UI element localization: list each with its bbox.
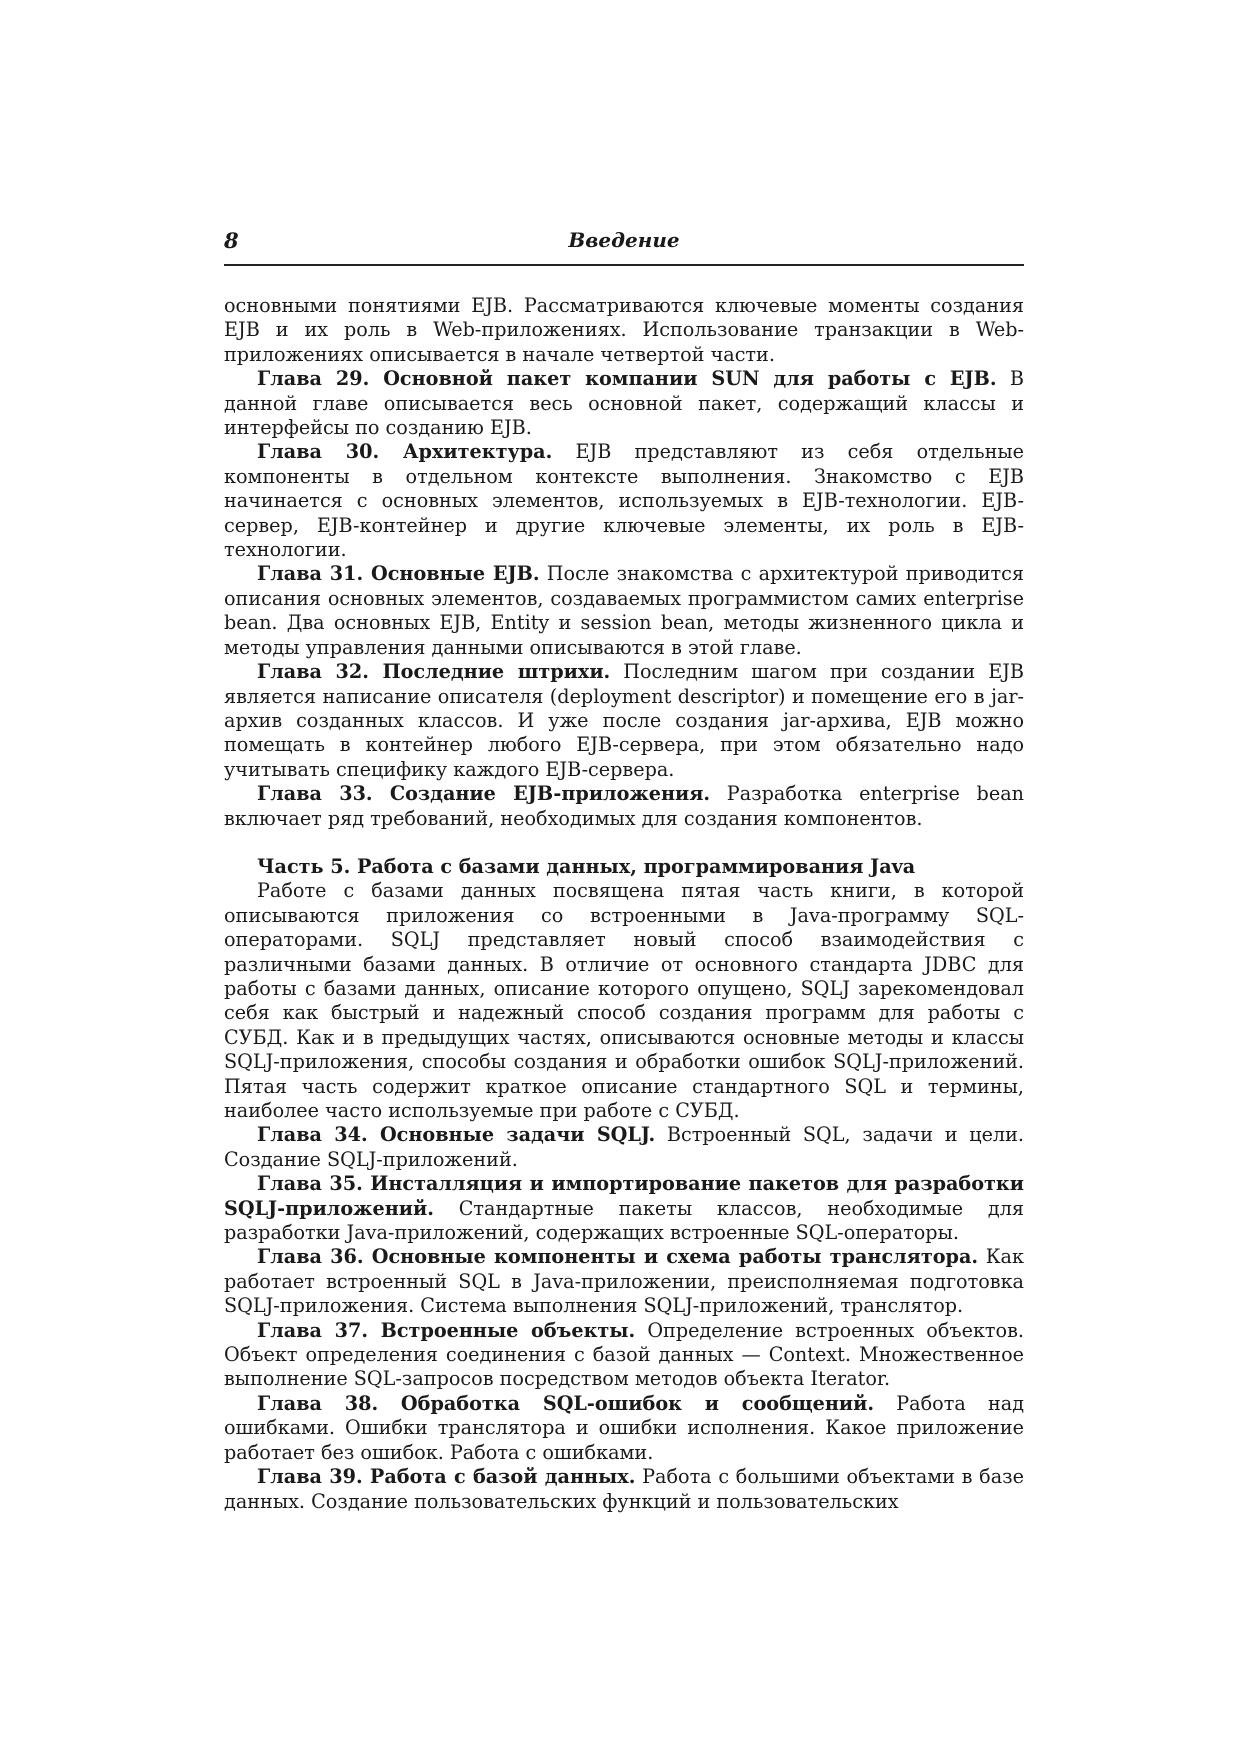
chapter-36-title: Глава 36. Основные компоненты и схема работы транслятора. xyxy=(257,1245,979,1269)
chapter-39-title: Глава 39. Работа с базой данных. xyxy=(257,1465,636,1489)
intro-continuation: основными понятиями EJB. Рассматриваются ключевые моменты создания EJB и их роль в Web-приложениях. Использование транзакции в Web-приложениях описывается в начале четвертой части. xyxy=(224,294,1024,366)
chapter-31-text: После знакомства с архитектурой приводится описания основных элементов, создаваемых программистом самих enterprise bean. Два основных EJB, Entity и session bean, методы жизненного цикла и методы управления данными описываются в этой главе. xyxy=(224,562,1024,659)
chapter-36-text: Как работает встроенный SQL в Java-приложении, преисполняемая подготовка SQLJ-приложения. Система выполнения SQLJ-приложений, транслятор. xyxy=(224,1245,1024,1318)
chapter-33-text: Разработка enterprise bean включает ряд требований, необходимых для создания компонентов. xyxy=(224,782,1024,830)
chapter-37 xyxy=(224,1319,1024,1392)
chapter-38-text: Работа над ошибками. Ошибки транслятора и ошибки исполнения. Какое приложение работает без ошибок. Работа с ошибками. xyxy=(224,1391,1025,1464)
page-number: 8 xyxy=(224,228,239,253)
chapter-38 xyxy=(224,1392,1024,1465)
chapter-36 xyxy=(224,1245,1024,1318)
chapter-37-text: Определение встроенных объектов. Объект определения соединения с базой данных — Context. Множественное выполнение SQL-запросов посредством методов объекта Iterator. xyxy=(224,1318,1024,1391)
chapter-32-text: Последним шагом при создании EJB является написание описателя (deployment descriptor) и помещение его в jar-архив созданных классов. И уже после создания jar-архива, EJB можно помещать в контейнер любого EJB-сервера, при этом обязательно надо учитывать специфику каждого EJB-сервера. xyxy=(224,660,1025,781)
chapter-31-title: Глава 31. Основные EJB. xyxy=(257,562,540,586)
chapter-30-text: EJB представляют из себя отдельные компоненты в отдельном контексте выполнения. Знакомство с EJB начинается с основных элементов, используемых в EJB-технологии. EJB-сервер, EJB-контейнер и другие ключевые элементы, их роль в EJB-технологии. xyxy=(224,440,1024,562)
running-title: Введение xyxy=(568,228,680,252)
chapter-37-title: Глава 37. Встроенные объекты. xyxy=(257,1318,636,1342)
chapter-38-title: Глава 38. Обработка SQL-ошибок и сообщений. xyxy=(257,1391,875,1415)
chapter-39 xyxy=(224,1465,1024,1514)
chapter-35 xyxy=(224,1172,1024,1245)
chapter-32 xyxy=(224,660,1024,782)
chapter-35-text: Стандартные пакеты классов, необходимые для разработки Java-приложений, содержащих встроенные SQL-операторы. xyxy=(224,1196,1024,1245)
chapter-35-title: Глава 35. Инсталляция и импортирование пакетов для разработки SQLJ-приложений. xyxy=(224,1172,1024,1220)
chapter-29 xyxy=(224,367,1024,440)
chapter-39-text: Работа с большими объектами в базе данных. Создание пользовательских функций и пользовательских xyxy=(224,1465,1024,1513)
chapter-33-title: Глава 33. Создание EJB-приложения. xyxy=(257,782,711,806)
chapter-34 xyxy=(224,1123,1024,1172)
chapter-33 xyxy=(224,782,1024,831)
page-body xyxy=(224,294,1024,1514)
part-5-heading: Часть 5. Работа с базами данных, программирования Java xyxy=(257,854,916,878)
chapter-30 xyxy=(224,440,1024,562)
chapter-31 xyxy=(224,562,1024,660)
chapter-32-title: Глава 32. Последние штрихи. xyxy=(257,660,611,684)
chapter-34-title: Глава 34. Основные задачи SQLJ. xyxy=(257,1123,656,1147)
page-header xyxy=(224,228,1024,266)
chapter-29-text: В данной главе описывается весь основной пакет, содержащий классы и интерфейсы по созданию EJB. xyxy=(224,367,1025,440)
chapter-34-text: Встроенный SQL, задачи и цели. Создание SQLJ-приложений. xyxy=(224,1123,1024,1171)
chapter-30-title: Глава 30. Архитектура. xyxy=(257,440,553,464)
chapter-29-title: Глава 29. Основной пакет компании SUN для работы с EJB. xyxy=(257,367,997,391)
part-5-intro: Работе с базами данных посвящена пятая часть книги, в которой описываются приложения со встроенными в Java-программу SQL-операторами. SQLJ представляет новый способ взаимодействия с различными базами данных. В отличие от основного стандарта JDBC для работы с базами данных, описание которого опущено, SQLJ зарекомендовал себя как быстрый и надежный способ создания программ для работы с СУБД. Как и в предыдущих частях, описываются основные методы и классы SQLJ-приложения, способы создания и обработки ошибок SQLJ-приложений. Пятая часть содержит краткое описание стандартного SQL и термины, наиболее часто используемые при работе с СУБД. xyxy=(224,879,1024,1122)
